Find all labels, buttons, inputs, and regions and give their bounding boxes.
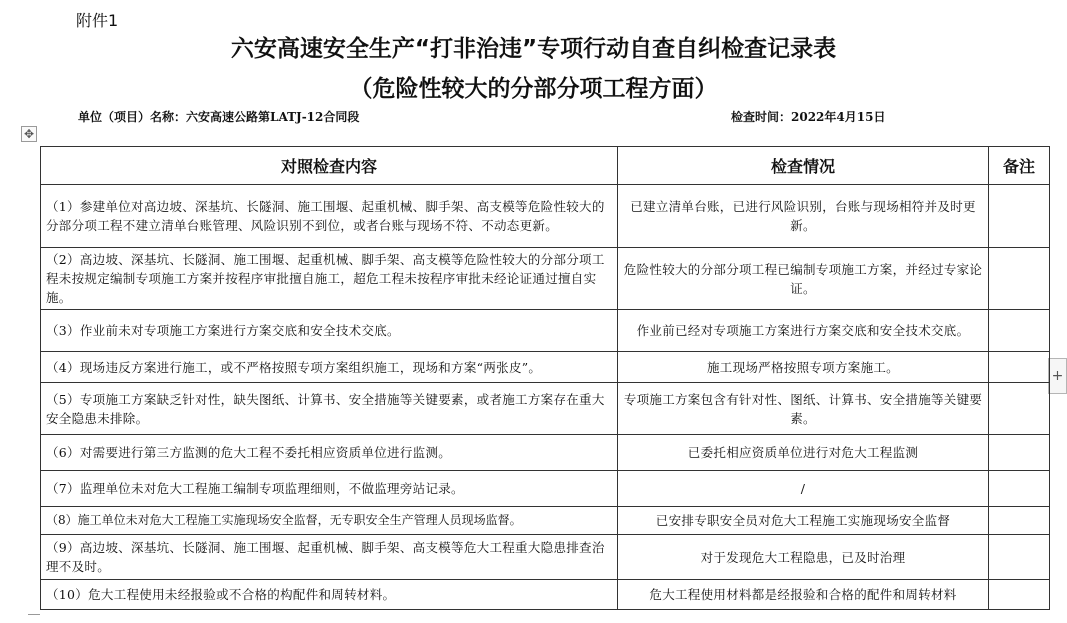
row-content: （1）参建单位对高边坡、深基坑、长隧洞、施工围堰、起重机械、脚手架、高支模等危险性较大的分部分项工程不建立清单台账管理、风险识别不到位，或者台账与现场不符、不动态更新。 [41, 185, 618, 248]
row-status: 专项施工方案包含有针对性、图纸、计算书、安全措施等关键要素。 [618, 383, 989, 435]
row-note [989, 185, 1050, 248]
row-note [989, 535, 1050, 580]
table-row [41, 248, 1050, 310]
row-content: （5）专项施工方案缺乏针对性，缺失图纸、计算书、安全措施等关键要素，或者施工方案存在重大安全隐患未排除。 [41, 383, 618, 435]
row-content: （2）高边坡、深基坑、长隧洞、施工围堰、起重机械、脚手架、高支模等危险性较大的分部分项工程未按规定编制专项施工方案并按程序审批擅自施工，超危工程未按程序审批未经论证通过擅自实施。 [41, 248, 618, 310]
row-status: 已安排专职安全员对危大工程施工实施现场安全监督 [618, 507, 989, 535]
document-subtitle: （危险性较大的分部分项工程方面） [349, 76, 718, 102]
row-note [989, 310, 1050, 352]
row-note [989, 471, 1050, 507]
row-status: / [618, 471, 989, 507]
row-content: （10）危大工程使用未经报验或不合格的构配件和周转材料。 [41, 580, 618, 610]
attachment-label: 附件1 [76, 11, 119, 30]
row-content: （9）高边坡、深基坑、长隧洞、施工围堰、起重机械、脚手架、高支模等危大工程重大隐患排查治理不及时。 [41, 535, 618, 580]
row-status: 施工现场严格按照专项方案施工。 [618, 352, 989, 383]
row-content: （4）现场违反方案进行施工，或不严格按照专项方案组织施工，现场和方案“两张皮”。 [41, 352, 618, 383]
row-note [989, 248, 1050, 310]
table-row [41, 507, 1050, 535]
row-note [989, 580, 1050, 610]
table-header-row [41, 147, 1050, 185]
row-status: 危险性较大的分部分项工程已编制专项施工方案，并经过专家论证。 [618, 248, 989, 310]
table-row [41, 580, 1050, 610]
table-row [41, 383, 1050, 435]
move-arrows-icon[interactable]: ✥ [21, 126, 37, 142]
table-row [41, 310, 1050, 352]
row-note [989, 352, 1050, 383]
document-title: 六安高速安全生产“打非治违”专项行动自查自纠检查记录表 [230, 36, 837, 62]
inspection-table [40, 146, 1050, 610]
row-status: 已建立清单台账，已进行风险识别，台账与现场相符并及时更新。 [618, 185, 989, 248]
row-note [989, 383, 1050, 435]
table-row [41, 352, 1050, 383]
inspection-date: 检查时间：2022年4月15日 [731, 110, 886, 124]
header-status: 检查情况 [618, 147, 989, 185]
row-content: （7）监理单位未对危大工程施工编制专项监理细则，不做监理旁站记录。 [41, 471, 618, 507]
table-row [41, 435, 1050, 471]
row-note [989, 507, 1050, 535]
plus-icon[interactable]: + [1048, 358, 1067, 394]
row-content: （6）对需要进行第三方监测的危大工程不委托相应资质单位进行监测。 [41, 435, 618, 471]
table-row [41, 535, 1050, 580]
row-status: 已委托相应资质单位进行对危大工程监测 [618, 435, 989, 471]
row-note [989, 435, 1050, 471]
table-row [41, 471, 1050, 507]
row-status: 危大工程使用材料都是经报验和合格的配件和周转材料 [618, 580, 989, 610]
row-status: 作业前已经对专项施工方案进行方案交底和安全技术交底。 [618, 310, 989, 352]
unit-name: 单位（项目）名称：六安高速公路第LATJ-12合同段 [78, 110, 360, 124]
header-content: 对照检查内容 [41, 147, 618, 185]
row-content: （8）施工单位未对危大工程施工实施现场安全监督，无专职安全生产管理人员现场监督。 [41, 507, 618, 535]
row-status: 对于发现危大工程隐患，已及时治理 [618, 535, 989, 580]
row-content: （3）作业前未对专项施工方案进行方案交底和安全技术交底。 [41, 310, 618, 352]
header-note: 备注 [989, 147, 1050, 185]
table-row [41, 185, 1050, 248]
